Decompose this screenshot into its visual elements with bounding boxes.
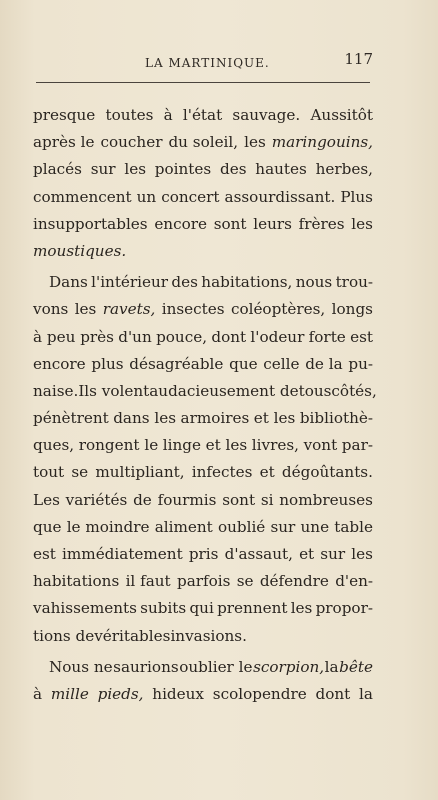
word: toutes — [105, 106, 154, 124]
word: presque — [33, 106, 96, 124]
text-line — [33, 129, 373, 156]
word: maringouins, — [271, 133, 373, 152]
word: et les — [205, 436, 248, 455]
word: habitations — [33, 572, 120, 591]
word: linge — [162, 436, 202, 455]
text-line — [33, 432, 373, 459]
word: scorpion, — [253, 657, 325, 676]
word: à — [163, 106, 173, 124]
word: scolopendre — [212, 684, 307, 703]
word: vahissements — [33, 599, 137, 618]
word: frères — [298, 214, 345, 233]
running-head — [33, 50, 373, 70]
word: forte — [308, 327, 346, 346]
word: prennent — [217, 599, 288, 618]
word: la — [359, 684, 373, 703]
text-line — [33, 324, 373, 351]
word: pu- — [348, 354, 373, 373]
word: des — [219, 160, 247, 179]
word: tout — [33, 463, 65, 482]
running-head-title: LA MARTINIQUE. — [145, 56, 270, 70]
word: commencent — [33, 187, 132, 206]
word: hautes — [255, 160, 307, 179]
word: coléoptères, — [230, 300, 326, 319]
word: ravets, — [102, 300, 156, 319]
word: et les — [253, 409, 296, 428]
word: celle — [263, 354, 300, 373]
header-rule — [36, 82, 370, 83]
word: naise. — [33, 381, 79, 400]
word: sur — [320, 545, 346, 563]
word: les — [351, 214, 373, 233]
word: nombreuses — [279, 490, 373, 509]
word: l'intérieur — [91, 273, 169, 292]
word: variétés — [65, 490, 128, 509]
word: que — [33, 517, 62, 536]
word: oublier le — [179, 657, 253, 676]
word: le moindre — [66, 517, 150, 536]
word: les — [351, 545, 373, 563]
word: longs — [331, 300, 373, 319]
word: qui — [189, 599, 214, 618]
text-line — [33, 102, 373, 129]
text-line — [33, 269, 373, 296]
text-line — [33, 595, 373, 622]
word: véritables — [94, 626, 171, 645]
word: pieds, — [97, 684, 144, 703]
text-line — [33, 541, 373, 568]
page-number: 117 — [344, 50, 373, 68]
word: Nous ne — [49, 657, 113, 676]
word: les — [74, 300, 97, 319]
word: les — [290, 599, 313, 618]
word: de — [133, 490, 152, 509]
word: que — [229, 354, 258, 373]
word: bête — [339, 657, 373, 676]
word: infectes — [191, 463, 253, 482]
word: vons — [33, 300, 69, 319]
text-line — [33, 487, 373, 514]
word: herbes, — [315, 160, 373, 179]
word: bibliothè- — [299, 409, 373, 428]
word: sauvage. — [232, 106, 301, 124]
word: pointes — [154, 160, 212, 179]
word: trou- — [335, 273, 373, 292]
word: se — [236, 572, 254, 591]
text-line — [33, 405, 373, 432]
text-line — [33, 681, 373, 708]
word: il faut — [125, 572, 171, 591]
text-line — [33, 459, 373, 486]
word: concert — [161, 187, 220, 206]
word: un — [136, 187, 157, 206]
word: rongent le — [78, 436, 159, 455]
word: ques, — [33, 436, 75, 455]
word: sont — [213, 214, 247, 233]
word: mille — [50, 684, 89, 703]
word: d'un — [118, 327, 152, 346]
word: leurs — [253, 214, 292, 233]
word: sur — [90, 160, 116, 179]
text-line — [33, 514, 373, 541]
word: d'assaut, — [224, 545, 293, 563]
word: table — [334, 517, 373, 536]
text-line — [33, 568, 373, 595]
text-line — [33, 378, 377, 405]
word: dégoûtants. — [281, 463, 373, 482]
word: assourdissant. — [224, 187, 336, 206]
text-line — [33, 156, 373, 183]
word: aliment — [154, 517, 213, 536]
word: audacieusement de — [149, 381, 299, 400]
word: vont — [303, 436, 338, 455]
word: pouce, — [156, 327, 208, 346]
word: pris — [188, 545, 219, 563]
word: Dans — [49, 273, 88, 292]
word: à peu près — [33, 327, 114, 346]
word: encore — [33, 354, 86, 373]
word: tions de — [33, 626, 95, 645]
word: les — [244, 133, 266, 152]
body-text — [33, 102, 377, 708]
word: l'état — [182, 106, 223, 124]
word: Les — [33, 490, 60, 509]
text-line — [33, 211, 373, 238]
word: nous — [295, 273, 333, 292]
word: l'odeur — [250, 327, 305, 346]
word: insupportables — [33, 214, 148, 233]
word: dans les — [113, 409, 177, 428]
word: oublié — [217, 517, 266, 536]
word: si — [260, 490, 274, 509]
word: de la — [305, 354, 343, 373]
text-line — [33, 623, 373, 650]
word: et — [259, 463, 275, 482]
word: pénètrent — [33, 409, 109, 428]
word: plus — [91, 354, 124, 373]
word: multipliant, — [95, 463, 185, 482]
word: est — [350, 327, 373, 346]
word: sont — [222, 490, 256, 509]
word: après le — [33, 133, 95, 152]
word: insectes — [161, 300, 225, 319]
word: tous — [298, 381, 332, 400]
word: Ils volent — [78, 381, 150, 400]
word: à — [33, 684, 43, 703]
word: immédiatement — [62, 545, 183, 563]
word: parfois — [176, 572, 231, 591]
text-line — [33, 184, 373, 211]
word: saurions — [113, 657, 179, 676]
word: se — [71, 463, 89, 482]
word: la — [324, 657, 339, 676]
word: moustiques. — [33, 241, 127, 260]
word: par- — [341, 436, 373, 455]
text-line — [33, 351, 373, 378]
word: livres, — [251, 436, 299, 455]
word: les — [124, 160, 146, 179]
word: défendre — [259, 572, 329, 591]
word: hideux — [152, 684, 204, 703]
word: et — [299, 545, 315, 563]
word: des — [171, 273, 198, 292]
word: est — [33, 545, 56, 563]
word: placés — [33, 160, 82, 179]
word: désagréable — [129, 354, 224, 373]
word: encore — [154, 214, 207, 233]
word: d'en- — [335, 572, 373, 591]
text-line — [33, 296, 373, 323]
word: armoires — [180, 409, 250, 428]
word: invasions. — [170, 626, 247, 645]
word: subits — [140, 599, 187, 618]
text-line — [33, 238, 373, 265]
word: Aussitôt — [310, 106, 373, 124]
word: habitations, — [201, 273, 293, 292]
word: sur — [270, 517, 296, 536]
word: une — [300, 517, 330, 536]
word: dont — [211, 327, 247, 346]
word: du soleil, — [168, 133, 239, 152]
word: fourmis — [157, 490, 217, 509]
word: propor- — [315, 599, 373, 618]
word: coucher — [100, 133, 163, 152]
word: côtés, — [331, 381, 377, 400]
word: dont — [315, 684, 351, 703]
word: Plus — [340, 187, 373, 206]
text-line — [33, 654, 373, 681]
